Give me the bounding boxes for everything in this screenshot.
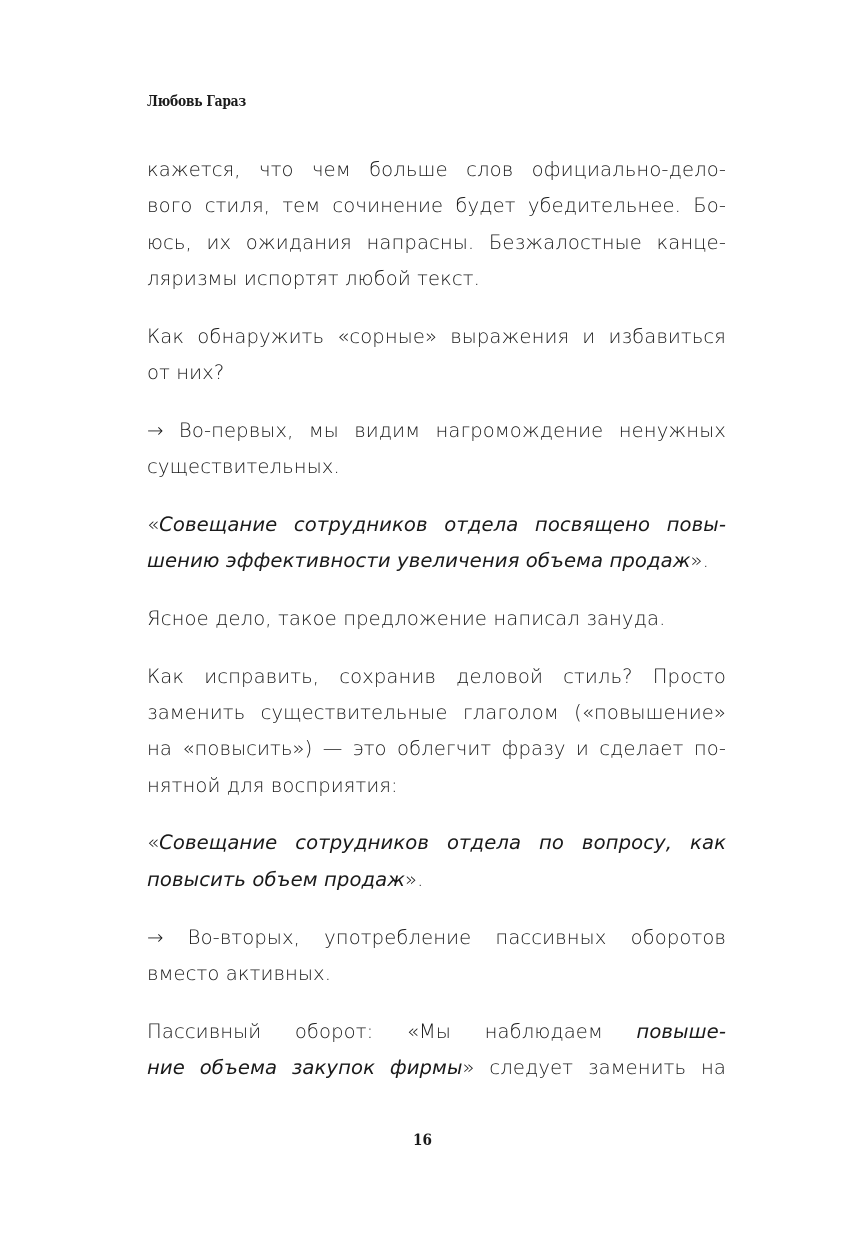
page-number: 16: [413, 1130, 432, 1149]
paragraph-6: [147, 659, 726, 804]
text-line: повысить объем продаж».: [147, 867, 424, 891]
text-line: вого стиля, тем сочинение будет убедительнее. Бо-: [147, 194, 726, 218]
text-line: → Во-первых, мы видим нагромождение ненужных: [147, 418, 726, 442]
paragraph-4-quote: [147, 507, 726, 580]
text-line: ние объема закупок фирмы» следует заменить на: [147, 1055, 726, 1079]
text-line: «Совещание сотрудников отдела посвящено повы-: [147, 512, 726, 536]
italic-quote: шению эффективности увеличения объема продаж: [147, 549, 691, 573]
text-line: Пассивный оборот: «Мы наблюдаем повыше-: [147, 1019, 726, 1043]
paragraph-9: [147, 1014, 726, 1087]
italic-quote: повысить объем продаж: [147, 867, 406, 891]
text-line: от них?: [147, 360, 225, 384]
text-line: нятной для восприятия:: [147, 773, 398, 797]
body-text: [147, 152, 726, 1108]
text-line: существительных.: [147, 455, 340, 479]
text-line: Как исправить, сохранив деловой стиль? Просто: [147, 664, 726, 688]
text-line: вместо активных.: [147, 961, 332, 985]
paragraph-1: [147, 152, 726, 297]
paragraph-7-quote: [147, 825, 726, 898]
text-line: ляризмы испортят любой текст.: [147, 266, 480, 290]
italic-quote: Совещание сотрудников отдела посвящено повы-: [159, 512, 726, 536]
text-line: на «повысить») — это облегчит фразу и сделает по-: [147, 737, 726, 761]
text-line: → Во-вторых, употребление пассивных оборотов: [147, 925, 726, 949]
text-line: шению эффективности увеличения объема продаж».: [147, 549, 709, 573]
text-line: кажется, что чем больше слов официально-дело-: [147, 158, 726, 181]
text-line: юсь, их ожидания напрасны. Безжалостные канце-: [147, 230, 726, 254]
running-head-author: Любовь Гараз: [147, 92, 247, 110]
paragraph-8: [147, 920, 726, 993]
text-line: Как обнаружить «сорные» выражения и избавиться: [147, 324, 726, 348]
italic-phrase: повыше-: [636, 1019, 726, 1043]
paragraph-5: [147, 601, 726, 637]
text-line: заменить существительные глаголом («повышение»: [147, 701, 726, 725]
italic-phrase: ние объема закупок фирмы: [147, 1055, 463, 1079]
italic-quote: Совещание сотрудников отдела по вопросу, как: [159, 831, 726, 855]
text-line: Ясное дело, такое предложение написал зануда.: [147, 606, 666, 630]
paragraph-3: [147, 413, 726, 486]
text-line: «Совещание сотрудников отдела по вопросу, как: [147, 831, 726, 855]
paragraph-2: [147, 319, 726, 392]
